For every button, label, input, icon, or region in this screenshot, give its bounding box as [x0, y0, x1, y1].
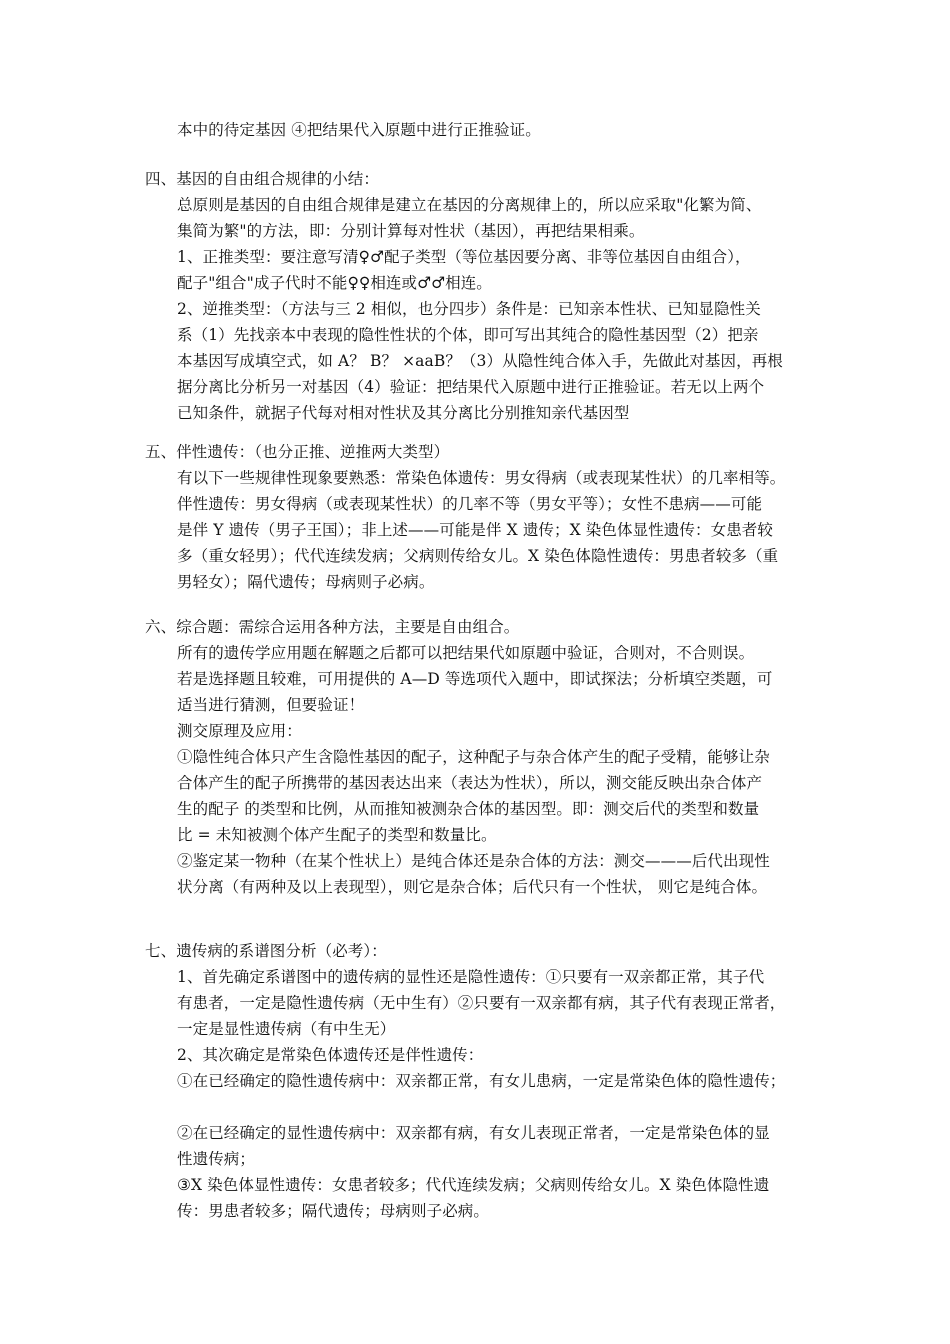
paragraph-line: ①在已经确定的隐性遗传病中：双亲都正常，有女儿患病，一定是常染色体的隐性遗传；	[177, 1072, 786, 1090]
paragraph-line: 有以下一些规律性现象要熟悉：常染色体遗传：男女得病（或表现某性状）的几率相等。	[177, 469, 786, 487]
paragraph-line: 2、逆推类型：（方法与三 2 相似，也分四步）条件是：已知亲本性状、已知显隐性关	[177, 300, 761, 318]
paragraph-line: ①隐性纯合体只产生含隐性基因的配子，这种配子与杂合体产生的配子受精，能够让杂	[177, 748, 770, 766]
paragraph-line: 若是选择题且较难，可用提供的 A—D 等选项代入题中，即试探法；分析填空类题，可	[177, 670, 773, 688]
paragraph-line: 性遗传病；	[177, 1150, 256, 1168]
paragraph-line: 伴性遗传：男女得病（或表现某性状）的几率不等（男女平等）；女性不患病——可能	[177, 495, 763, 513]
paragraph-line: 一定是显性遗传病（有中生无）	[177, 1020, 396, 1038]
paragraph-line: 本中的待定基因 ④把结果代入原题中进行正推验证。	[177, 121, 541, 139]
paragraph-line: 本基因写成填空式，如 A？ B？ ×aaB？（3）从隐性纯合体入手，先做此对基因，再根	[177, 352, 783, 370]
section-heading: 六、综合题：需综合运用各种方法，主要是自由组合。	[145, 618, 520, 636]
paragraph-line: 状分离（有两种及以上表现型），则它是杂合体；后代只有一个性状， 则它是纯合体。	[177, 878, 768, 896]
paragraph-line: 比 = 未知被测个体产生配子的类型和数量比。	[177, 826, 497, 844]
paragraph-line: 所有的遗传学应用题在解题之后都可以把结果代如原题中验证，合则对，不合则误。	[177, 644, 755, 662]
paragraph-line: 有患者，一定是隐性遗传病（无中生有）②只要有一双亲都有病，其子代有表现正常者，	[177, 994, 786, 1012]
section-heading: 四、基因的自由组合规律的小结：	[145, 170, 380, 188]
paragraph-line: ②在已经确定的显性遗传病中：双亲都有病，有女儿表现正常者，一定是常染色体的显	[177, 1124, 770, 1142]
paragraph-line: 总原则是基因的自由组合规律是建立在基因的分离规律上的，所以应采取"化繁为简、	[177, 196, 762, 214]
paragraph-line: 测交原理及应用：	[177, 722, 302, 740]
paragraph-line: 1、首先确定系谱图中的遗传病的显性还是隐性遗传：①只要有一双亲都正常，其子代	[177, 968, 765, 986]
paragraph-line: 1、正推类型：要注意写清♀♂配子类型（等位基因要分离、非等位基因自由组合），	[177, 248, 751, 266]
section-heading: 七、遗传病的系谱图分析（必考）：	[145, 942, 387, 960]
paragraph-line: 配子"组合"成子代时不能♀♀相连或♂♂相连。	[177, 274, 492, 292]
paragraph-line: 2、其次确定是常染色体遗传还是伴性遗传：	[177, 1046, 484, 1064]
paragraph-line: 集简为繁"的方法，即：分别计算每对性状（基因），再把结果相乘。	[177, 222, 645, 240]
paragraph-line: 适当进行猜测，但要验证！	[177, 696, 365, 714]
paragraph-line: 传：男患者较多；隔代遗传；母病则子必病。	[177, 1202, 490, 1220]
paragraph-line: 据分离比分析另一对基因（4）验证：把结果代入原题中进行正推验证。若无以上两个	[177, 378, 765, 396]
paragraph-line: 系（1）先找亲本中表现的隐性性状的个体，即可写出其纯合的隐性基因型（2）把亲	[177, 326, 759, 344]
paragraph-line: 是伴 Y 遗传（男子王国）；非上述——可能是伴 X 遗传；X 染色体显性遗传：女患者较	[177, 521, 773, 539]
paragraph-line: 生的配子 的类型和比例，从而推知被测杂合体的基因型。即：测交后代的类型和数量	[177, 800, 760, 818]
paragraph-line: 已知条件，就据子代每对相对性状及其分离比分别推知亲代基因型	[177, 404, 630, 422]
paragraph-line: 合体产生的配子所携带的基因表达出来（表达为性状），所以，测交能反映出杂合体产	[177, 774, 763, 792]
paragraph-line: ②鉴定某一物种（在某个性状上）是纯合体还是杂合体的方法：测交———后代出现性	[177, 852, 770, 870]
paragraph-line: 男轻女）；隔代遗传；母病则子必病。	[177, 573, 435, 591]
paragraph-line: ③X 染色体显性遗传：女患者较多；代代连续发病；父病则传给女儿。X 染色体隐性遗	[177, 1176, 770, 1194]
section-heading: 五、伴性遗传：（也分正推、逆推两大类型）	[145, 443, 450, 461]
paragraph-line: 多（重女轻男）；代代连续发病；父病则传给女儿。X 染色体隐性遗传：男患者较多（重	[177, 547, 779, 565]
